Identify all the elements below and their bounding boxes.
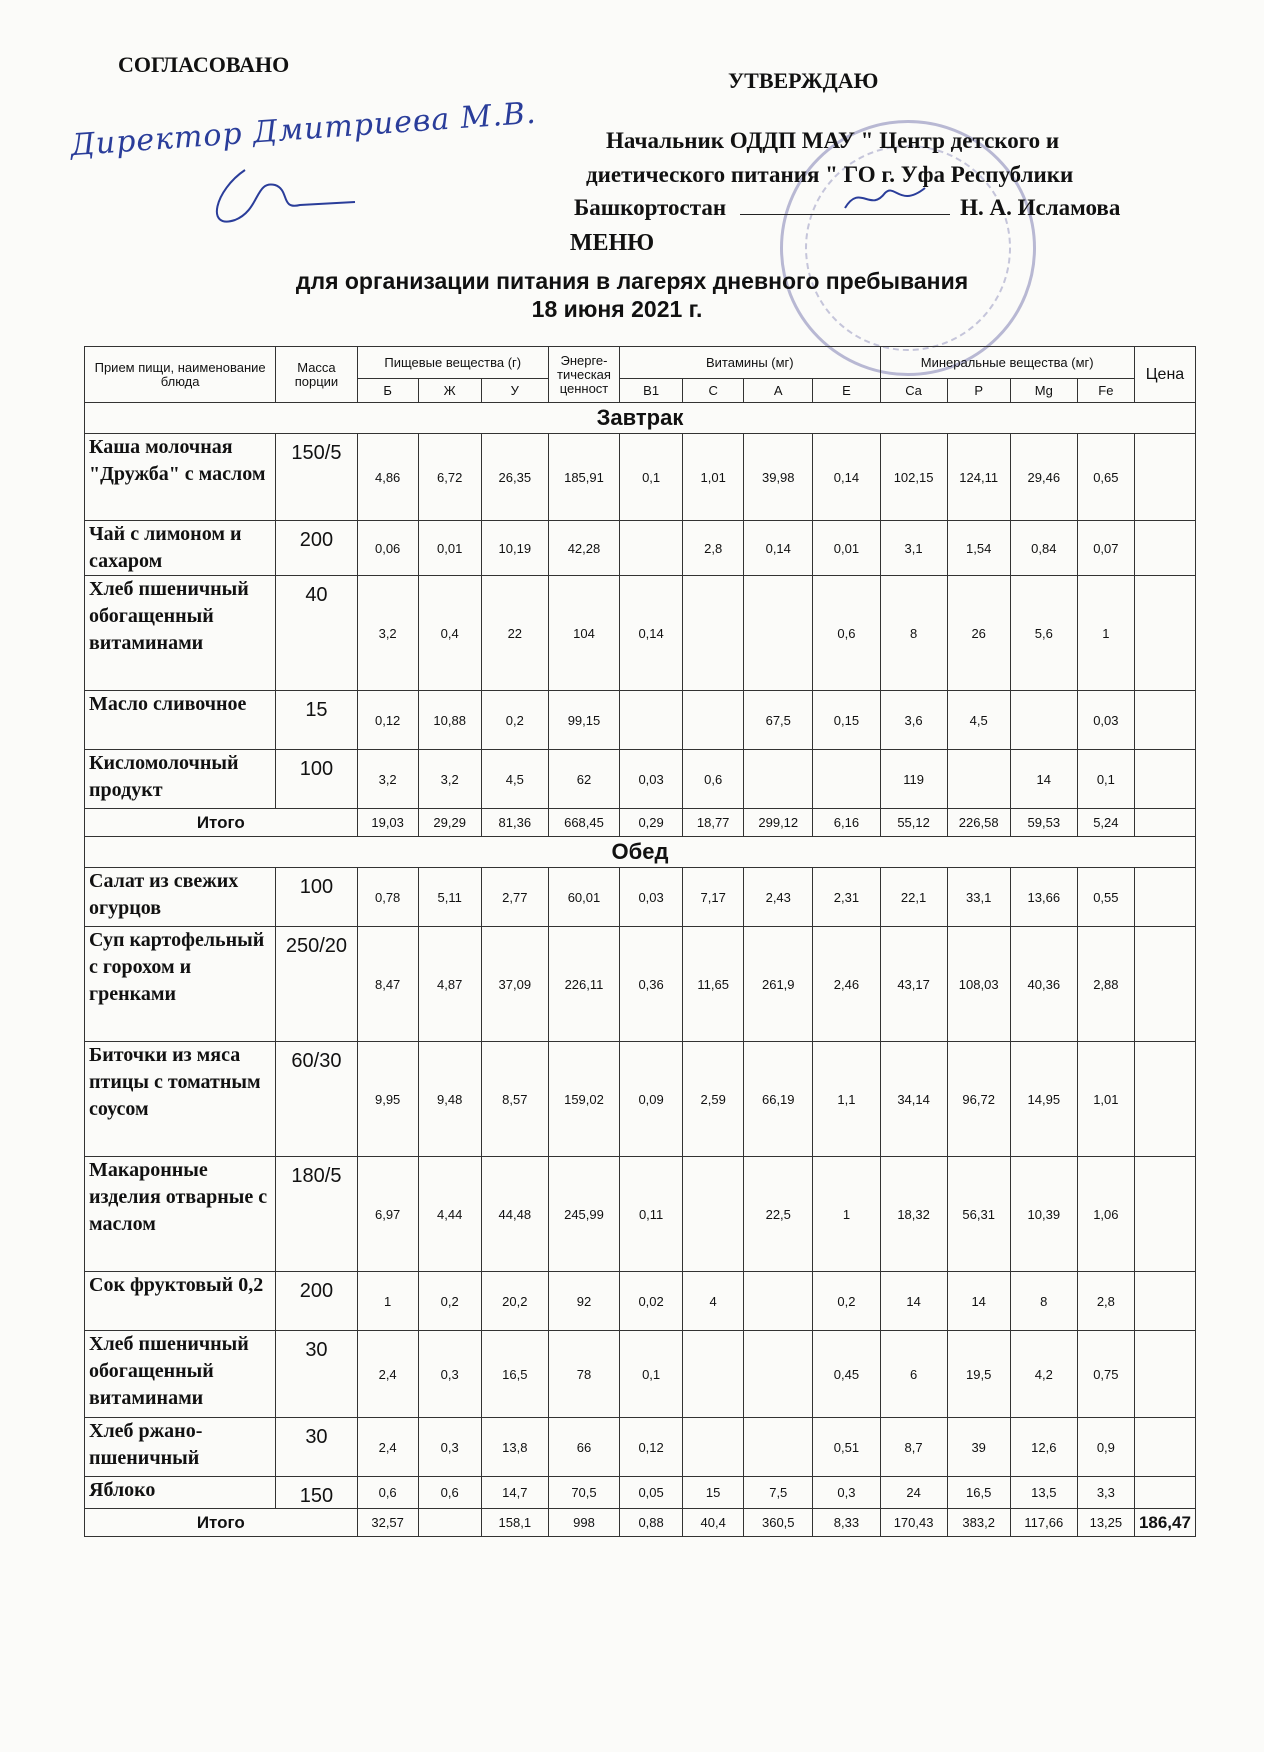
- col-ca: Ca: [880, 379, 947, 403]
- value-u: 10,19: [481, 521, 548, 576]
- dish-mass: 200: [276, 521, 357, 576]
- dish-row: [85, 927, 1196, 1042]
- value-ca: 43,17: [880, 927, 947, 1042]
- value-a: [744, 576, 813, 691]
- total-energy: 668,45: [548, 809, 619, 837]
- approver-position-line2: диетического питания " ГО г. Уфа Республики: [586, 162, 1074, 187]
- section-row: [85, 403, 1196, 434]
- value-fe: 2,88: [1077, 927, 1134, 1042]
- value-b1: 0,1: [620, 1331, 683, 1418]
- value-b: 0,06: [357, 521, 418, 576]
- value-a: [744, 1331, 813, 1418]
- dish-mass: 250/20: [276, 927, 357, 1042]
- value-c: 4: [683, 1272, 744, 1331]
- doc-date: 18 июня 2021 г.: [531, 296, 703, 322]
- value-e: 2,31: [813, 868, 880, 927]
- dish-price: [1134, 1418, 1195, 1477]
- total-mg: 59,53: [1010, 809, 1077, 837]
- value-b: 3,2: [357, 750, 418, 809]
- value-fe: 3,3: [1077, 1477, 1134, 1509]
- value-p: 4,5: [947, 691, 1010, 750]
- value-c: [683, 1331, 744, 1418]
- value-c: 2,59: [683, 1042, 744, 1157]
- value-c: 11,65: [683, 927, 744, 1042]
- value-b: 6,97: [357, 1157, 418, 1272]
- value-ca: 6: [880, 1331, 947, 1418]
- doc-title: МЕНЮ: [569, 230, 655, 256]
- dish-name: Сок фруктовый 0,2: [85, 1272, 276, 1331]
- dish-name: Хлеб пшеничный обогащенный витаминами: [85, 1331, 276, 1418]
- value-b: 3,2: [357, 576, 418, 691]
- value-b1: 0,09: [620, 1042, 683, 1157]
- value-ca: 3,1: [880, 521, 947, 576]
- value-u: 13,8: [481, 1418, 548, 1477]
- value-mg: [1010, 691, 1077, 750]
- dish-mass: 150: [276, 1477, 357, 1509]
- dish-price: [1134, 691, 1195, 750]
- dish-price: [1134, 1331, 1195, 1418]
- value-fe: 0,07: [1077, 521, 1134, 576]
- dish-row: [85, 1272, 1196, 1331]
- dish-mass: 100: [276, 868, 357, 927]
- total-b1: 0,88: [620, 1509, 683, 1537]
- total-mg: 117,66: [1010, 1509, 1077, 1537]
- value-e: 0,14: [813, 434, 880, 521]
- value-p: [947, 750, 1010, 809]
- dish-row: [85, 1042, 1196, 1157]
- value-b: 1: [357, 1272, 418, 1331]
- dish-row: [85, 521, 1196, 576]
- approver-name: Н. А. Исламова: [960, 195, 1121, 220]
- dish-price: [1134, 750, 1195, 809]
- value-ca: 8,7: [880, 1418, 947, 1477]
- dish-mass: 40: [276, 576, 357, 691]
- value-e: 0,15: [813, 691, 880, 750]
- approver-region: Башкортостан: [574, 195, 727, 220]
- value-mg: 13,5: [1010, 1477, 1077, 1509]
- value-c: 15: [683, 1477, 744, 1509]
- value-p: 26: [947, 576, 1010, 691]
- value-b: 2,4: [357, 1331, 418, 1418]
- value-zh: 4,87: [418, 927, 481, 1042]
- total-label: Итого: [85, 1509, 358, 1537]
- value-e: 0,01: [813, 521, 880, 576]
- value-mg: 12,6: [1010, 1418, 1077, 1477]
- value-fe: 0,1: [1077, 750, 1134, 809]
- value-b: 0,78: [357, 868, 418, 927]
- value-u: 37,09: [481, 927, 548, 1042]
- value-mg: 29,46: [1010, 434, 1077, 521]
- total-p: 383,2: [947, 1509, 1010, 1537]
- section-row: [85, 837, 1196, 868]
- value-energy: 70,5: [548, 1477, 619, 1509]
- dish-row: [85, 576, 1196, 691]
- section-title: Обед: [85, 837, 1196, 868]
- value-b: 0,6: [357, 1477, 418, 1509]
- value-zh: 0,3: [418, 1331, 481, 1418]
- value-e: 0,51: [813, 1418, 880, 1477]
- value-e: 0,2: [813, 1272, 880, 1331]
- dish-price: [1134, 927, 1195, 1042]
- value-c: [683, 576, 744, 691]
- total-ca: 170,43: [880, 1509, 947, 1537]
- value-b1: 0,12: [620, 1418, 683, 1477]
- total-u: 158,1: [481, 1509, 548, 1537]
- dish-name: Масло сливочное: [85, 691, 276, 750]
- value-fe: 1: [1077, 576, 1134, 691]
- value-e: [813, 750, 880, 809]
- value-a: 39,98: [744, 434, 813, 521]
- total-price: [1134, 809, 1195, 837]
- value-b1: 0,14: [620, 576, 683, 691]
- value-mg: 40,36: [1010, 927, 1077, 1042]
- dish-mass: 180/5: [276, 1157, 357, 1272]
- col-u: У: [481, 379, 548, 403]
- value-zh: 3,2: [418, 750, 481, 809]
- value-u: 8,57: [481, 1042, 548, 1157]
- total-label: Итого: [85, 809, 358, 837]
- value-zh: 0,3: [418, 1418, 481, 1477]
- value-b1: 0,03: [620, 750, 683, 809]
- col-zh: Ж: [418, 379, 481, 403]
- value-mg: 14,95: [1010, 1042, 1077, 1157]
- value-fe: 0,65: [1077, 434, 1134, 521]
- value-mg: 8: [1010, 1272, 1077, 1331]
- dish-price: [1134, 434, 1195, 521]
- value-b: 2,4: [357, 1418, 418, 1477]
- value-c: 2,8: [683, 521, 744, 576]
- value-fe: 0,55: [1077, 868, 1134, 927]
- value-u: 4,5: [481, 750, 548, 809]
- dish-name: Кисломолочный продукт: [85, 750, 276, 809]
- value-b: 8,47: [357, 927, 418, 1042]
- value-b1: 0,1: [620, 434, 683, 521]
- total-a: 299,12: [744, 809, 813, 837]
- value-u: 20,2: [481, 1272, 548, 1331]
- value-e: 1,1: [813, 1042, 880, 1157]
- value-c: 1,01: [683, 434, 744, 521]
- value-c: 0,6: [683, 750, 744, 809]
- value-b1: [620, 521, 683, 576]
- total-u: 81,36: [481, 809, 548, 837]
- value-e: 0,45: [813, 1331, 880, 1418]
- total-b: 32,57: [357, 1509, 418, 1537]
- dish-mass: 200: [276, 1272, 357, 1331]
- value-zh: 9,48: [418, 1042, 481, 1157]
- value-b: 9,95: [357, 1042, 418, 1157]
- col-mass: Масса порции: [276, 347, 357, 403]
- value-b1: 0,03: [620, 868, 683, 927]
- col-fe: Fe: [1077, 379, 1134, 403]
- value-zh: 4,44: [418, 1157, 481, 1272]
- dish-price: [1134, 1477, 1195, 1509]
- signature-scribble-left: [205, 160, 365, 235]
- value-zh: 0,4: [418, 576, 481, 691]
- value-mg: 0,84: [1010, 521, 1077, 576]
- value-energy: 185,91: [548, 434, 619, 521]
- col-nutrients: Пищевые вещества (г): [357, 347, 548, 379]
- value-p: 33,1: [947, 868, 1010, 927]
- total-b: 19,03: [357, 809, 418, 837]
- col-c: С: [683, 379, 744, 403]
- value-p: 14: [947, 1272, 1010, 1331]
- value-mg: 4,2: [1010, 1331, 1077, 1418]
- value-ca: 102,15: [880, 434, 947, 521]
- value-c: [683, 1418, 744, 1477]
- value-a: [744, 1272, 813, 1331]
- total-fe: 13,25: [1077, 1509, 1134, 1537]
- value-b1: 0,05: [620, 1477, 683, 1509]
- value-energy: 159,02: [548, 1042, 619, 1157]
- value-fe: 0,75: [1077, 1331, 1134, 1418]
- value-a: 261,9: [744, 927, 813, 1042]
- value-a: 0,14: [744, 521, 813, 576]
- dish-name: Каша молочная "Дружба" с маслом: [85, 434, 276, 521]
- value-mg: 5,6: [1010, 576, 1077, 691]
- value-zh: 5,11: [418, 868, 481, 927]
- col-b1: В1: [620, 379, 683, 403]
- value-ca: 18,32: [880, 1157, 947, 1272]
- dish-row: [85, 1418, 1196, 1477]
- value-energy: 226,11: [548, 927, 619, 1042]
- value-fe: 2,8: [1077, 1272, 1134, 1331]
- approval-left-title: СОГЛАСОВАНО: [118, 52, 290, 77]
- value-ca: 3,6: [880, 691, 947, 750]
- value-energy: 66: [548, 1418, 619, 1477]
- value-p: 39: [947, 1418, 1010, 1477]
- dish-price: [1134, 1272, 1195, 1331]
- value-p: 108,03: [947, 927, 1010, 1042]
- col-minerals: Минеральные вещества (мг): [880, 347, 1134, 379]
- col-vitamins: Витамины (мг): [620, 347, 880, 379]
- value-ca: 22,1: [880, 868, 947, 927]
- value-b: 4,86: [357, 434, 418, 521]
- dish-mass: 100: [276, 750, 357, 809]
- dish-row: [85, 750, 1196, 809]
- value-energy: 42,28: [548, 521, 619, 576]
- dish-mass: 150/5: [276, 434, 357, 521]
- dish-mass: 30: [276, 1418, 357, 1477]
- value-a: 2,43: [744, 868, 813, 927]
- value-e: 0,3: [813, 1477, 880, 1509]
- dish-name: Салат из свежих огурцов: [85, 868, 276, 927]
- value-zh: 0,01: [418, 521, 481, 576]
- value-ca: 8: [880, 576, 947, 691]
- value-mg: 10,39: [1010, 1157, 1077, 1272]
- value-u: 44,48: [481, 1157, 548, 1272]
- dish-price: [1134, 521, 1195, 576]
- value-u: 22: [481, 576, 548, 691]
- director-signature: Директор Дмитриева М.В.: [69, 95, 538, 164]
- approval-right-title: УТВЕРЖДАЮ: [728, 68, 879, 93]
- value-energy: 78: [548, 1331, 619, 1418]
- total-zh: 29,29: [418, 809, 481, 837]
- total-price: 186,47: [1134, 1509, 1195, 1537]
- value-energy: 245,99: [548, 1157, 619, 1272]
- value-u: 16,5: [481, 1331, 548, 1418]
- doc-subtitle: для организации питания в лагерях дневного пребывания: [295, 268, 969, 294]
- total-row: [85, 809, 1196, 837]
- value-e: 1: [813, 1157, 880, 1272]
- dish-mass: 15: [276, 691, 357, 750]
- value-zh: 10,88: [418, 691, 481, 750]
- dish-mass: 60/30: [276, 1042, 357, 1157]
- value-a: 67,5: [744, 691, 813, 750]
- value-b1: 0,11: [620, 1157, 683, 1272]
- col-dish: Прием пищи, наименование блюда: [85, 347, 276, 403]
- value-ca: 119: [880, 750, 947, 809]
- total-c: 40,4: [683, 1509, 744, 1537]
- dish-row: [85, 434, 1196, 521]
- value-p: 1,54: [947, 521, 1010, 576]
- value-e: 2,46: [813, 927, 880, 1042]
- dish-price: [1134, 868, 1195, 927]
- section-title: Завтрак: [85, 403, 1196, 434]
- dish-name: Яблоко: [85, 1477, 276, 1509]
- value-zh: 0,2: [418, 1272, 481, 1331]
- menu-table: [84, 346, 1196, 1537]
- value-fe: 1,01: [1077, 1042, 1134, 1157]
- value-p: 19,5: [947, 1331, 1010, 1418]
- dish-row: [85, 691, 1196, 750]
- col-b: Б: [357, 379, 418, 403]
- dish-row: [85, 868, 1196, 927]
- dish-name: Хлеб пшеничный обогащенный витаминами: [85, 576, 276, 691]
- value-energy: 92: [548, 1272, 619, 1331]
- value-p: 124,11: [947, 434, 1010, 521]
- approver-position-line1: Начальник ОДДП МАУ " Центр детского и: [606, 128, 1060, 153]
- col-price: Цена: [1134, 347, 1195, 403]
- col-mg: Mg: [1010, 379, 1077, 403]
- dish-row: [85, 1477, 1196, 1509]
- value-energy: 104: [548, 576, 619, 691]
- value-c: [683, 691, 744, 750]
- total-zh: [418, 1509, 481, 1537]
- total-c: 18,77: [683, 809, 744, 837]
- value-u: 0,2: [481, 691, 548, 750]
- value-p: 96,72: [947, 1042, 1010, 1157]
- dish-row: [85, 1157, 1196, 1272]
- total-e: 8,33: [813, 1509, 880, 1537]
- value-c: 7,17: [683, 868, 744, 927]
- value-energy: 60,01: [548, 868, 619, 927]
- col-a: А: [744, 379, 813, 403]
- dish-name: Чай с лимоном и сахаром: [85, 521, 276, 576]
- col-p: P: [947, 379, 1010, 403]
- value-fe: 0,03: [1077, 691, 1134, 750]
- value-a: 22,5: [744, 1157, 813, 1272]
- total-row: [85, 1509, 1196, 1537]
- total-ca: 55,12: [880, 809, 947, 837]
- total-b1: 0,29: [620, 809, 683, 837]
- signature-scribble-right: [840, 178, 930, 218]
- dish-price: [1134, 576, 1195, 691]
- value-ca: 14: [880, 1272, 947, 1331]
- total-a: 360,5: [744, 1509, 813, 1537]
- value-ca: 24: [880, 1477, 947, 1509]
- value-zh: 0,6: [418, 1477, 481, 1509]
- dish-row: [85, 1331, 1196, 1418]
- total-p: 226,58: [947, 809, 1010, 837]
- total-fe: 5,24: [1077, 809, 1134, 837]
- dish-price: [1134, 1157, 1195, 1272]
- total-energy: 998: [548, 1509, 619, 1537]
- value-u: 26,35: [481, 434, 548, 521]
- value-ca: 34,14: [880, 1042, 947, 1157]
- value-zh: 6,72: [418, 434, 481, 521]
- value-c: [683, 1157, 744, 1272]
- value-b1: 0,02: [620, 1272, 683, 1331]
- value-b1: 0,36: [620, 927, 683, 1042]
- total-e: 6,16: [813, 809, 880, 837]
- dish-name: Биточки из мяса птицы с томатным соусом: [85, 1042, 276, 1157]
- dish-name: Суп картофельный с горохом и гренками: [85, 927, 276, 1042]
- value-p: 56,31: [947, 1157, 1010, 1272]
- value-e: 0,6: [813, 576, 880, 691]
- value-p: 16,5: [947, 1477, 1010, 1509]
- value-a: [744, 1418, 813, 1477]
- value-u: 2,77: [481, 868, 548, 927]
- col-e: Е: [813, 379, 880, 403]
- dish-mass: 30: [276, 1331, 357, 1418]
- value-b: 0,12: [357, 691, 418, 750]
- value-fe: 1,06: [1077, 1157, 1134, 1272]
- value-energy: 99,15: [548, 691, 619, 750]
- value-mg: 14: [1010, 750, 1077, 809]
- value-a: 7,5: [744, 1477, 813, 1509]
- value-mg: 13,66: [1010, 868, 1077, 927]
- value-a: [744, 750, 813, 809]
- dish-name: Макаронные изделия отварные с маслом: [85, 1157, 276, 1272]
- value-energy: 62: [548, 750, 619, 809]
- dish-price: [1134, 1042, 1195, 1157]
- value-u: 14,7: [481, 1477, 548, 1509]
- col-energy: Энерге-тическая ценност: [548, 347, 619, 403]
- value-b1: [620, 691, 683, 750]
- value-a: 66,19: [744, 1042, 813, 1157]
- dish-name: Хлеб ржано-пшеничный: [85, 1418, 276, 1477]
- value-fe: 0,9: [1077, 1418, 1134, 1477]
